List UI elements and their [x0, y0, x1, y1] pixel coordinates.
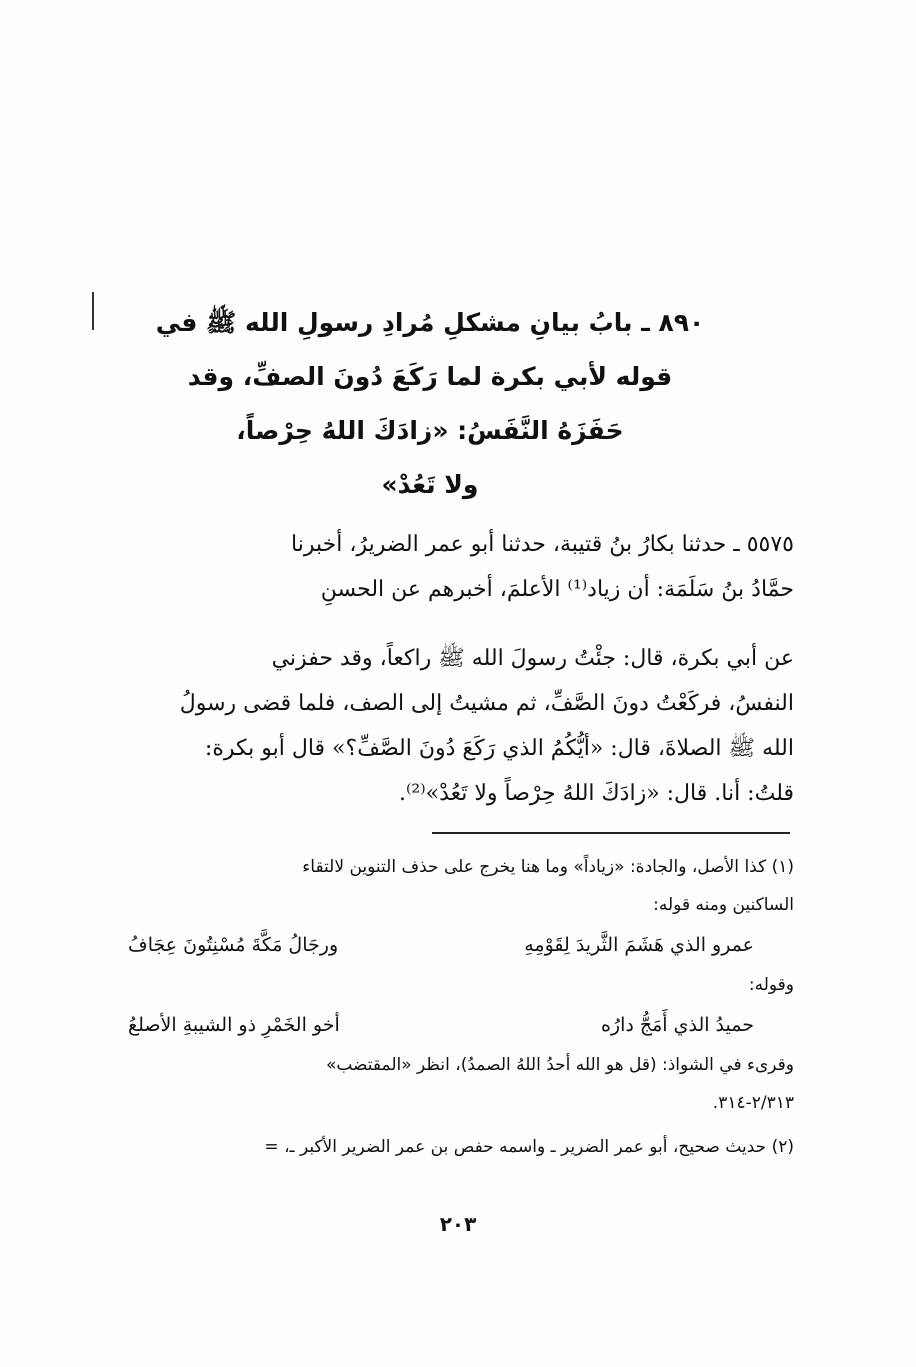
- footnote-1-line: (١) كذا الأصل، والجادة: «زياداً» وما هنا يخرج على حذف التنوين لالتقاء: [302, 857, 794, 877]
- verse-2-second-hemistich: أخو الخَمْرِ ذو الشيبةِ الأصلعُ: [128, 1014, 340, 1036]
- footnote-divider: [432, 832, 790, 834]
- chapter-heading-line: قوله لأبي بكرة لما رَكَعَ دُونَ الصفِّ، وقد: [187, 362, 673, 391]
- text-line: الله ﷺ الصلاةَ، قال: «أيُّكُمُ الذي رَكَعَ دُونَ الصَّفِّ؟» قال أبو بكرة:: [204, 736, 794, 761]
- text-line: ٥٥٧٥ ـ حدثنا بكارُ بنُ قتيبة، حدثنا أبو عمر الضريرُ، أخبرنا: [291, 532, 794, 557]
- hadith-matn: [88, 636, 794, 816]
- text-line: النفسُ، فركَعْتُ دونَ الصَّفِّ، ثم مشيتُ إلى الصف، فلما قضى رسولُ: [179, 691, 794, 716]
- footnotes: [88, 848, 794, 1166]
- footnote-1-line: وقوله:: [748, 975, 794, 995]
- text-line: حمَّادُ بنُ سَلَمَة: أن زياد⁽¹⁾ الأعلمَ، أخبرهم عن الحسنِ: [320, 577, 794, 602]
- hadith-isnad: [88, 522, 794, 612]
- footnote-1-line: الساكنين ومنه قوله:: [653, 895, 794, 915]
- footnote-2: (٢) حديث صحيح، أبو عمر الضرير ـ واسمه حفص بن عمر الضرير الأكبر ـ، =: [264, 1137, 794, 1157]
- footnote-1-line: ٢/٣١٣-٣١٤.: [712, 1093, 794, 1113]
- chapter-heading-line: ولا تَعُدْ»: [381, 470, 479, 499]
- verse-2: [88, 1004, 794, 1046]
- chapter-heading-line: حَفَزَهُ النَّفَسُ: «زادَكَ اللهُ حِرْصاً،: [236, 416, 624, 445]
- footnote-1-line: وقرىء في الشواذ: (قل هو الله أحدُ اللهُ الصمدُ)، انظر «المقتضب»: [325, 1055, 794, 1075]
- page-number: ٢٠٣: [439, 1212, 477, 1236]
- margin-mark: [92, 292, 94, 330]
- text-line: عن أبي بكرة، قال: جئْتُ رسولَ الله ﷺ راكعاً، وقد حفزني: [271, 646, 794, 671]
- chapter-heading: [150, 296, 710, 512]
- verse-1: [88, 924, 794, 966]
- text-line: قلتُ: أنا. قال: «زادَكَ اللهُ حِرْصاً ولا تَعُدْ»⁽²⁾.: [398, 781, 794, 806]
- verse-1-first-hemistich: عمرو الذي هَشَمَ الثَّريدَ لِقَوْمِهِ: [524, 934, 754, 956]
- chapter-heading-line: ٨٩٠ ـ بابُ بيانِ مشكلِ مُرادِ رسولِ الله ﷺ في: [155, 308, 705, 337]
- verse-2-first-hemistich: حميدُ الذي أَمَجُّ دارُه: [600, 1014, 754, 1036]
- verse-1-second-hemistich: ورجَالُ مَكَّةَ مُسْنِتُونَ عِجَافُ: [128, 934, 339, 956]
